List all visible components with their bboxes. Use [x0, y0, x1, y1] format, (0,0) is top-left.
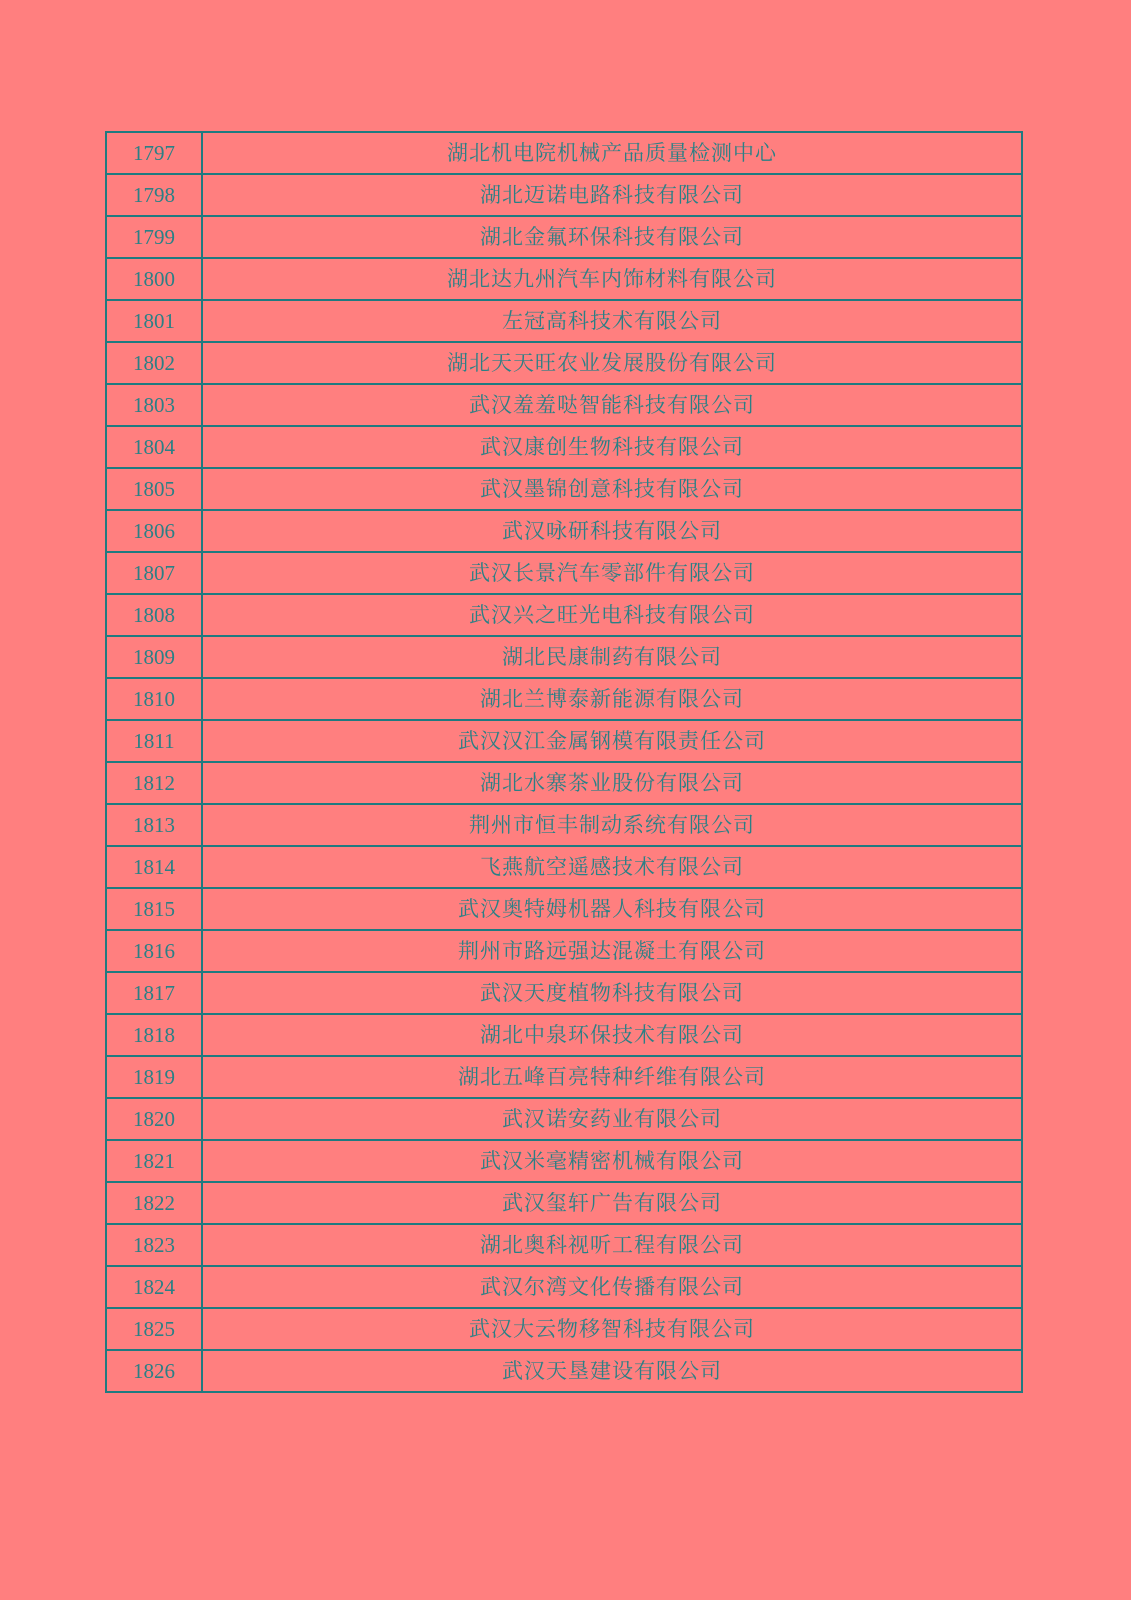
- row-number-cell: 1816: [106, 930, 202, 972]
- table-row: [106, 1308, 1022, 1350]
- table-row: [106, 636, 1022, 678]
- company-name-cell: 武汉玺轩广告有限公司: [202, 1182, 1022, 1224]
- row-number-cell: 1797: [106, 132, 202, 174]
- company-name-cell: 武汉汉江金属钢模有限责任公司: [202, 720, 1022, 762]
- row-number-cell: 1809: [106, 636, 202, 678]
- table-row: [106, 762, 1022, 804]
- company-name-cell: 武汉米毫精密机械有限公司: [202, 1140, 1022, 1182]
- table-row: [106, 216, 1022, 258]
- table-row: [106, 132, 1022, 174]
- company-name-cell: 武汉大云物移智科技有限公司: [202, 1308, 1022, 1350]
- table-row: [106, 258, 1022, 300]
- company-name-cell: 湖北民康制药有限公司: [202, 636, 1022, 678]
- company-name-cell: 湖北中泉环保技术有限公司: [202, 1014, 1022, 1056]
- table-row: [106, 426, 1022, 468]
- company-name-cell: 武汉咏研科技有限公司: [202, 510, 1022, 552]
- table-row: [106, 1182, 1022, 1224]
- company-name-cell: 湖北五峰百亮特种纤维有限公司: [202, 1056, 1022, 1098]
- row-number-cell: 1818: [106, 1014, 202, 1056]
- table-row: [106, 1140, 1022, 1182]
- row-number-cell: 1802: [106, 342, 202, 384]
- table-row: [106, 930, 1022, 972]
- table-row: [106, 1056, 1022, 1098]
- company-name-cell: 武汉诺安药业有限公司: [202, 1098, 1022, 1140]
- table-row: [106, 510, 1022, 552]
- company-name-cell: 武汉长景汽车零部件有限公司: [202, 552, 1022, 594]
- row-number-cell: 1826: [106, 1350, 202, 1392]
- table-row: [106, 174, 1022, 216]
- company-list-table-container: [105, 131, 1023, 1393]
- row-number-cell: 1807: [106, 552, 202, 594]
- company-name-cell: 武汉奥特姆机器人科技有限公司: [202, 888, 1022, 930]
- row-number-cell: 1808: [106, 594, 202, 636]
- table-row: [106, 1014, 1022, 1056]
- row-number-cell: 1810: [106, 678, 202, 720]
- row-number-cell: 1801: [106, 300, 202, 342]
- table-row: [106, 552, 1022, 594]
- company-name-cell: 湖北迈诺电路科技有限公司: [202, 174, 1022, 216]
- row-number-cell: 1804: [106, 426, 202, 468]
- company-name-cell: 武汉尔湾文化传播有限公司: [202, 1266, 1022, 1308]
- company-name-cell: 荆州市恒丰制动系统有限公司: [202, 804, 1022, 846]
- row-number-cell: 1820: [106, 1098, 202, 1140]
- company-name-cell: 湖北兰博泰新能源有限公司: [202, 678, 1022, 720]
- table-row: [106, 804, 1022, 846]
- row-number-cell: 1822: [106, 1182, 202, 1224]
- company-name-cell: 湖北金氟环保科技有限公司: [202, 216, 1022, 258]
- table-row: [106, 888, 1022, 930]
- row-number-cell: 1824: [106, 1266, 202, 1308]
- table-row: [106, 678, 1022, 720]
- company-name-cell: 武汉天垦建设有限公司: [202, 1350, 1022, 1392]
- company-name-cell: 武汉康创生物科技有限公司: [202, 426, 1022, 468]
- row-number-cell: 1825: [106, 1308, 202, 1350]
- company-name-cell: 武汉羞羞哒智能科技有限公司: [202, 384, 1022, 426]
- company-name-cell: 武汉墨锦创意科技有限公司: [202, 468, 1022, 510]
- company-name-cell: 左冠高科技术有限公司: [202, 300, 1022, 342]
- company-name-cell: 武汉兴之旺光电科技有限公司: [202, 594, 1022, 636]
- company-name-cell: 武汉天度植物科技有限公司: [202, 972, 1022, 1014]
- row-number-cell: 1814: [106, 846, 202, 888]
- row-number-cell: 1805: [106, 468, 202, 510]
- table-row: [106, 720, 1022, 762]
- table-row: [106, 468, 1022, 510]
- company-name-cell: 飞燕航空遥感技术有限公司: [202, 846, 1022, 888]
- table-body: [106, 132, 1022, 1392]
- row-number-cell: 1803: [106, 384, 202, 426]
- table-row: [106, 342, 1022, 384]
- company-name-cell: 湖北机电院机械产品质量检测中心: [202, 132, 1022, 174]
- row-number-cell: 1798: [106, 174, 202, 216]
- row-number-cell: 1806: [106, 510, 202, 552]
- company-list-table: [105, 131, 1023, 1393]
- row-number-cell: 1799: [106, 216, 202, 258]
- row-number-cell: 1823: [106, 1224, 202, 1266]
- company-name-cell: 湖北奥科视听工程有限公司: [202, 1224, 1022, 1266]
- company-name-cell: 湖北达九州汽车内饰材料有限公司: [202, 258, 1022, 300]
- table-row: [106, 384, 1022, 426]
- table-row: [106, 846, 1022, 888]
- company-name-cell: 湖北天天旺农业发展股份有限公司: [202, 342, 1022, 384]
- company-name-cell: 荆州市路远强达混凝土有限公司: [202, 930, 1022, 972]
- table-row: [106, 300, 1022, 342]
- table-row: [106, 972, 1022, 1014]
- row-number-cell: 1813: [106, 804, 202, 846]
- company-name-cell: 湖北水寨茶业股份有限公司: [202, 762, 1022, 804]
- row-number-cell: 1819: [106, 1056, 202, 1098]
- row-number-cell: 1815: [106, 888, 202, 930]
- table-row: [106, 594, 1022, 636]
- row-number-cell: 1800: [106, 258, 202, 300]
- row-number-cell: 1812: [106, 762, 202, 804]
- table-row: [106, 1350, 1022, 1392]
- row-number-cell: 1811: [106, 720, 202, 762]
- row-number-cell: 1817: [106, 972, 202, 1014]
- table-row: [106, 1098, 1022, 1140]
- table-row: [106, 1224, 1022, 1266]
- row-number-cell: 1821: [106, 1140, 202, 1182]
- table-row: [106, 1266, 1022, 1308]
